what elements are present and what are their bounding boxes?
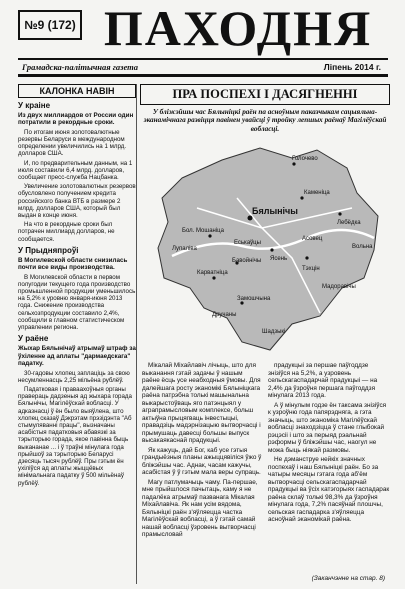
town-marker xyxy=(212,276,215,279)
section-heading: У Прыдняпроўі xyxy=(18,245,79,255)
section-heading: У краіне xyxy=(18,101,51,110)
map-label: Еськаўцы xyxy=(234,240,261,246)
map-label: Вольна xyxy=(352,244,373,250)
town-marker xyxy=(270,248,273,251)
map-label: Дручаны xyxy=(212,312,237,318)
article-column-2 xyxy=(268,362,390,572)
paragraph: прадукцыі за першае паўгоддзе знізіўся на 5,2%, а узровень сельскагаспадарчай прадукцыі — на 2,4% да ўзроўня першага паўгоддзя мінулага 2013 года. xyxy=(268,362,378,399)
header-rule xyxy=(18,74,388,77)
section-heading: У раёне xyxy=(18,334,49,344)
news-column-title: КАЛОНКА НАВІН xyxy=(18,84,136,98)
section-lead: В Могилевской области снизилась почти все виды производства. xyxy=(18,256,128,272)
map-label: Асовец xyxy=(302,236,323,242)
newspaper-subtitle: Грамадска-палітычная газета xyxy=(22,62,139,72)
masthead-rule xyxy=(18,58,388,60)
section-lead: Жыхар Бялынічаў атрымаў штраф за ўхіленне ад аплаты "дармаедскага" падатку. xyxy=(18,345,136,368)
paragraph: 30-гадовы хлопец заплаціць за свою несумленнасць 2,25 мільёна рублёў. xyxy=(18,369,130,384)
town-marker xyxy=(300,196,303,199)
article-headline: ПРА ПОСПЕХІ І ДАСЯГНЕННІ xyxy=(140,84,390,105)
map-label: Карватніца xyxy=(197,270,228,276)
newspaper-title: ПАХОДНЯ xyxy=(103,0,373,56)
map-label: Замошчына xyxy=(237,296,271,302)
paragraph: Падатковая і праваахоўныя органы правераць дадзеныя ад жыхара горада Бялынічы, Магілёўскай вобласці. У адказнасці ў ён было выяўлена, што хлопец сказаў Дэкрэтам прэзідэнта "Аб стымуляванні працы", вызначаны асабістыя падатковыя абавязкі за тэрыторыю горада, якое павінна быць выкананае ... і ў траўні мінулага года прыйшоў за тэрыторыю Беларусі дзесяць тысяч рублёў. Пры гэтым ён ухіліўся ад аплаты жыццёвых мінімальнага падатку ў 500 мільёнаў рублёў. xyxy=(18,385,132,487)
issue-date: Ліпень 2014 г. xyxy=(323,62,381,72)
map-label: Голочево xyxy=(292,156,318,162)
article-intro: У бліжэйшы час Бялыніцкі раён па асноўным паказчыкам сацыяльна-эканамічнага развіцця павінен увайсці ў тройку лепшых раёнаў Магілёўскай вобласці. xyxy=(143,108,387,133)
town-marker xyxy=(248,216,253,221)
map-label: Бавойнічы xyxy=(232,258,262,264)
section-lead: Из двух миллиардов от России один потратили в рекордные сроки. xyxy=(18,112,134,127)
map-label: Каменіца xyxy=(304,190,330,196)
paragraph: Як кажуць, дай Бог, каб усе гэтыя грандыёзныя планы ажыццявіліся ўжо ў бліжэйшы час. Аднак, часам кажучы, асабістая ў ў гэтым мала веры супраць. xyxy=(142,446,262,476)
town-marker xyxy=(292,162,295,165)
paragraph: По итогам июня золотовалютные резервы Беларуси в международном определении увеличились на 1 млрд. долларов США. xyxy=(18,128,127,158)
continued-note: (Заканчэнне на стар. 8) xyxy=(311,575,385,582)
map-label: Лупаліва xyxy=(172,246,197,252)
news-column xyxy=(18,84,137,584)
paragraph: Увеличение золотовалютных резервов обусловлено получением кредита российского банка ВТБ в размере 2 млрд. долларов США, который был выдан в конце июня. xyxy=(18,183,136,220)
paragraph: А ў мінулым годзе ён таксама знізіўся к узроўню года папярэдняга, а гэта значыць, што эканоміка Магілёўскай вобласці знаходзіцца ў стане глыбокай рэцэсіі і што за перыяд рэальнай рэформы ў бліжэйшы час, наогул не можа быць ніякай размовы. xyxy=(268,401,387,454)
map-label: Мадоравічы xyxy=(322,284,356,290)
article-column-1 xyxy=(142,362,262,574)
town-marker xyxy=(208,234,211,237)
map-label-center: Бялынічы xyxy=(252,206,298,216)
paragraph: Мікалай Міхайлавіч лічыць, што для выканання гэтай задачы ў нашым раёне ёсць усе неабходныя ўмовы. Для далейшага росту эканомікі Бялыніцкага раёна патрэбна толькі машынальна выкарыстоўваць яго патэнцыял у аграпрамысловым комплексе, больш актыўна прыцягваць інвестыцыі, правадзіць мадэрнізацыю вытворчасці і прымушаць давесці большы выпуск высакаякаснай прадукцыі. xyxy=(142,362,261,444)
paragraph: Магу патлумачыць чаму. Па-першае, мне прыйшлося пачытаць, каму я не падалёка атрымаў пазванага Мікалая Міхайлавіча. Як нам усім вядома, Бялыніцкі раён з'яўляецца частка Магілёўскай вобласці, а ў гэтай самай нашай вобласці ўзровень вытворчасці прамысловай xyxy=(142,478,258,538)
town-marker xyxy=(338,212,341,215)
town-marker xyxy=(305,256,308,259)
issue-number: №9 (172) xyxy=(18,10,82,40)
map-label: Шадзыкі xyxy=(262,329,286,335)
paragraph: Не дэманструе нейкіх значных поспехаў і наш Бялыніцкі раён. Бо за чатыры месяцы гэтага года аб'ём вытворчасці сельскагаспадарчай прадукцыі ва ўсіх катэгорыях гаспадарак раёна склаў толькі 98,3% да ўзроўня мінулага года, 7,2% пасяўнай плошчы, сельская гаспадарка з'яўляецца асноўнай эканомікай раёна. xyxy=(268,456,390,523)
paragraph: На что в рекордные сроки был потрачен миллиард долларов, не сообщается. xyxy=(18,221,115,243)
main-article xyxy=(140,84,390,133)
paragraph: В Могилевской области в первом полугодии текущего года производство промышленной продукции уменьшилось на 5,2% к уровню января-июня 2013 года. Снижение производства сельхозпродукции составило 2,4%, сообщили в главном статистическом управлении региона. xyxy=(18,273,136,332)
map-label: Тэхцін xyxy=(302,266,320,272)
paragraph: И, по предварительным данным, на 1 июля составили 6,4 млрд. долларов, сообщает пресс-служба Нацбанка. xyxy=(18,159,133,182)
map-label: Бол. Мошаніца xyxy=(182,228,224,234)
district-map xyxy=(142,138,390,358)
map-label: Ясень xyxy=(270,256,288,262)
map-label: Лебёдка xyxy=(337,220,361,226)
